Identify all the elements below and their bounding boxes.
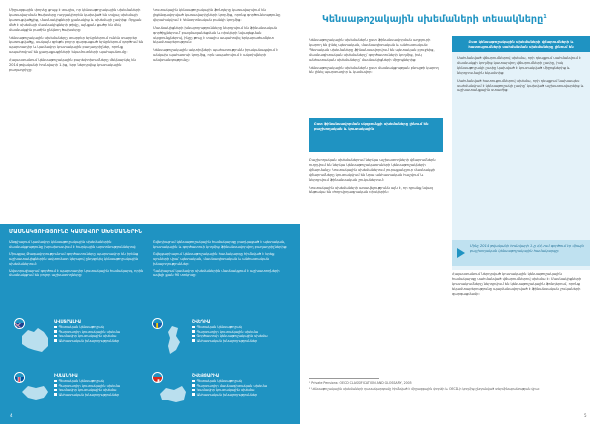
- left-col1-para: Միջազգային փորձը ցույց է տալիս, որ կենսաթոշակային սխեմաների կառավարման ծախսերը ուղղակիորեն կախված են տվյալ սխեմայի կառուցվածքից, մասնակիցների քանակից և սխեմայի չափից: Որքան մեծ է սխեմայի մասնակիցների թիվը, այնքան ցածր են մեկ մասնակցին բաժին ընկնող ծախսերը:: [9, 8, 142, 32]
- country-list: [54, 325, 120, 343]
- side-info-para: Սահմանված վճարումներով սխեմա, որի դեպքում սահմանվում է մասնակցի կողմից կատարվող վճարումների չափը, իսկ կենսաթոշակի չափը կախված է կուտակված միջոցներից և ներդրումային եկամտից:: [457, 56, 581, 75]
- band-col1-para: Միացյալ Թագավորությունում գործատուները պարտավոր են իրենց աշխատակիցներին ավտոմատ կերպով ընդգրկել կենսաթոշակային սխեմաներում:: [9, 251, 139, 266]
- iceland-map-icon: [18, 378, 52, 410]
- callout-text: Մինչ 2014 թվականի հունվարի 1-ը ՀՀ-ում գործում էր միայն բաշխողական կենսաթոշակային համակարգը:: [470, 244, 584, 253]
- band-title: ՄԱՍՆԱԿՑՈՒԹՅՈՒՆԸ ԿԱՄԱՎՈՐ ՍԽԵՄԱՆԵՐԻՆ: [9, 229, 143, 235]
- list-item: Պարտադիր կուտակային սխեմա: [54, 330, 120, 335]
- australia-map-icon: [18, 324, 52, 356]
- right-col-1: [309, 38, 443, 78]
- arrow-icon: [457, 248, 465, 258]
- subheading-box: Ըստ ֆինանսավորման սկզբունքի սխեմաները լինում են բաշխողական և կուտակային: [309, 118, 443, 152]
- list-item: Անհատական խնայողություններ: [54, 339, 120, 344]
- australia-flag-icon: [14, 318, 25, 329]
- list-item: Պետական կենսաթոշակ: [192, 325, 268, 330]
- list-item: Պարտադիր կուտակային սխեմա: [192, 330, 268, 335]
- left-col-1: [9, 8, 144, 76]
- footnote: ² Կենսաթոշակային սխեմաների դասակարգումը հիմնված է միջազգային փորձի և OECD-ի կողմից ընդունված տերմինաբանության վրա:: [309, 387, 540, 391]
- list-item: Անհատական խնայողություններ: [192, 339, 268, 344]
- right-col1-para: Բաշխողական սխեմաներում ներկա աշխատողների վճարումներն ուղղվում են ներկա կենսաթոշակառուների կենսաթոշակների վճարմանը: Կուտակային սխեմաներում յուրաքանչյուր մասնակցի վճարումները կուտակվում են նրա անհատական հաշվում և ներդրվում ֆինանսական շուկաներում:: [309, 158, 436, 182]
- sweden-flag-icon: [152, 318, 163, 329]
- country-list: [54, 379, 120, 397]
- country-box-switzerland: [152, 372, 272, 412]
- right-col1-para: Կենսաթոշակային սխեմաներն ըստ ֆինանսավորման աղբյուրի կարող են լինել պետական, մասնագիտական և անհատական: Պետական սխեմաները ֆինանսավորվում են պետական բյուջեից, մասնագիտական սխեմաները՝ գործատուների կողմից, իսկ անհատական սխեմաները՝ մասնակիցների միջոցներից:: [309, 38, 435, 62]
- footnote-divider: [309, 378, 379, 379]
- country-name: ՇՎԵԴԻԱ: [192, 319, 211, 324]
- left-col2-para: Մասնակիցների խնայողությունները ներդրվում են ֆինանսական գործիքներում՝ բազմազանեցման և ռիսկերի նվազեցման սկզբունքներով, ինչը թույլ է տալիս ապահովել երկարաժամկետ եկամտաբերություն:: [153, 25, 277, 45]
- list-item: Կամավոր կուտակային սխեմա: [192, 388, 267, 393]
- side-info-box: [452, 36, 590, 270]
- left-col1-para: Հայաստանում կենսաթոշակային բարեփոխումները մեկնարկել են 2014 թվականի հունվարի 1-ից, երբ ներդրվեց կուտակային բաղադրիչը:: [9, 58, 136, 72]
- side-info-heading: Ըստ կենսաթոշակային սխեմաների վճարումների և հատուցումների սահմանման սխեմաները լինում են: [452, 36, 590, 52]
- band-col1-para: Անգլիայում կամավոր կենսաթոշակային սխեմաներին մասնակցությունը խրախուսվում է հարկային արտոնություններով:: [9, 240, 137, 249]
- band-col2-para: Դանիայում կամավոր սխեմաներին մասնակցում է աշխատողների ավելի քան 90 տոկոսը:: [153, 268, 280, 278]
- country-list: [192, 325, 268, 343]
- left-col1-para: Կենսաթոշակային սխեմաները տարբեր երկրներում ունեն տարբեր կառուցվածք, սակայն գրեթե բոլոր զարգացած երկրներում գործում են պարտադիր և կամավոր կուտակային բաղադրիչներ, որոնք ապահովում են քաղաքացիների եկամուտների պահպանումը:: [9, 35, 144, 55]
- left-col2-para: Կենսաթոշակային ակտիվների պահառությունն իրականացվում է անկախ պահառուի կողմից, որն ապահովում է ակտիվների անվտանգությունը:: [153, 48, 279, 63]
- list-item: Պարտադիր մասնագիտական սխեմա: [192, 384, 267, 389]
- band-col-2: [153, 240, 288, 280]
- right-col1-para: Կենսաթոշակային սխեմաներն ըստ մասնակցության բնույթի կարող են լինել պարտադիր և կամավոր:: [309, 65, 439, 75]
- band-col2-para: Շվեդիայում կենսաթոշակային համակարգը բաղկացած է պետական, կուտակային և գործատուի կողմից ֆինանսավորվող բաղադրիչներից:: [153, 240, 288, 249]
- country-list: [192, 379, 267, 397]
- right-col-2-lower: [452, 272, 586, 300]
- page-title: Կենսաթոշակային սխեմաների տեսակները$^1$: [322, 14, 547, 26]
- callout-box: [452, 240, 590, 266]
- country-box-iceland: [14, 372, 134, 412]
- right-col2-para: Հայաստանում ներդրված կուտակային կենսաթոշակային համակարգը սահմանված վճարումներով սխեմա է: Մասնակիցների կուտակումները ներդրվում են կենսաթոշակային ֆոնդերում, որոնց եկամտաբերությունը պայմանավորված է ֆինանսական շուկաների զարգացմամբ:: [452, 272, 582, 296]
- country-name: ՇՎԵՅՑԱՐԻԱ: [192, 373, 220, 378]
- list-item: Պետական կենսաթոշակ: [54, 379, 120, 384]
- switzerland-map-icon: [156, 378, 190, 410]
- country-box-sweden: [152, 318, 272, 358]
- list-item: Անհատական խնայողություններ: [54, 393, 120, 398]
- switzerland-flag-icon: [152, 372, 163, 383]
- band-col1-para: Ավստրալիայում գործում է պարտադիր կուտակային համակարգ, որին մասնակցում են բոլոր աշխատողները:: [9, 268, 144, 278]
- band-col2-para: Շվեյցարիայում կենսաթոշակային համակարգը հիմնված է երեք սյուների վրա՝ պետական, մասնագիտական և անհատական խնայողություններ:: [153, 251, 275, 266]
- list-item: Անհատական խնայողություններ: [192, 393, 267, 398]
- iceland-flag-icon: [14, 372, 25, 383]
- country-box-australia: [14, 318, 134, 358]
- side-info-para: Սահմանված հատուցումներով սխեմա, որի դեպքում նախապես սահմանվում է կենսաթոշակի չափը՝ կախված աշխատավարձից և աշխատանքային ստաժից:: [457, 78, 584, 93]
- list-item: Կամավոր կուտակային սխեմա: [54, 388, 120, 393]
- page-number-left: 4: [10, 413, 13, 418]
- sweden-map-icon: [156, 324, 190, 356]
- page-number-right: 5: [584, 413, 587, 418]
- right-col1-para: Կուտակային սխեմաների առավելությունն այն է, որ դրանք նվազ ենթակա են ժողովրդագրական ռիսկերին:: [309, 185, 433, 195]
- band-col-1: [9, 240, 144, 280]
- left-col-2: [153, 8, 288, 66]
- right-col-1-lower: [309, 158, 443, 198]
- left-col2-para: Կուտակային կենսաթոշակային ֆոնդերը կառավարվում են լիցենզավորված կառավարիչների կողմից, որոնց գործունեությունը վերահսկվում է Կենտրոնական բանկի կողմից:: [153, 8, 281, 22]
- country-name: ԱՎՍՏՐԱԼԻԱ: [54, 319, 82, 324]
- country-name: ԻՍԼԱՆԴԻԱ: [54, 373, 78, 378]
- list-item: Պարտադիր կուտակային սխեմա: [54, 384, 120, 389]
- list-item: Պետական կենսաթոշակ: [54, 325, 120, 330]
- list-item: Գործատուի կենսաթոշակային սխեմա: [192, 334, 268, 339]
- footnote: ¹ Private Pensions: OECD CLASSIFICATION AND GLOSSARY, 2005: [309, 381, 412, 385]
- list-item: Կամավոր կուտակային սխեմա: [54, 334, 120, 339]
- list-item: Պետական կենսաթոշակ: [192, 379, 267, 384]
